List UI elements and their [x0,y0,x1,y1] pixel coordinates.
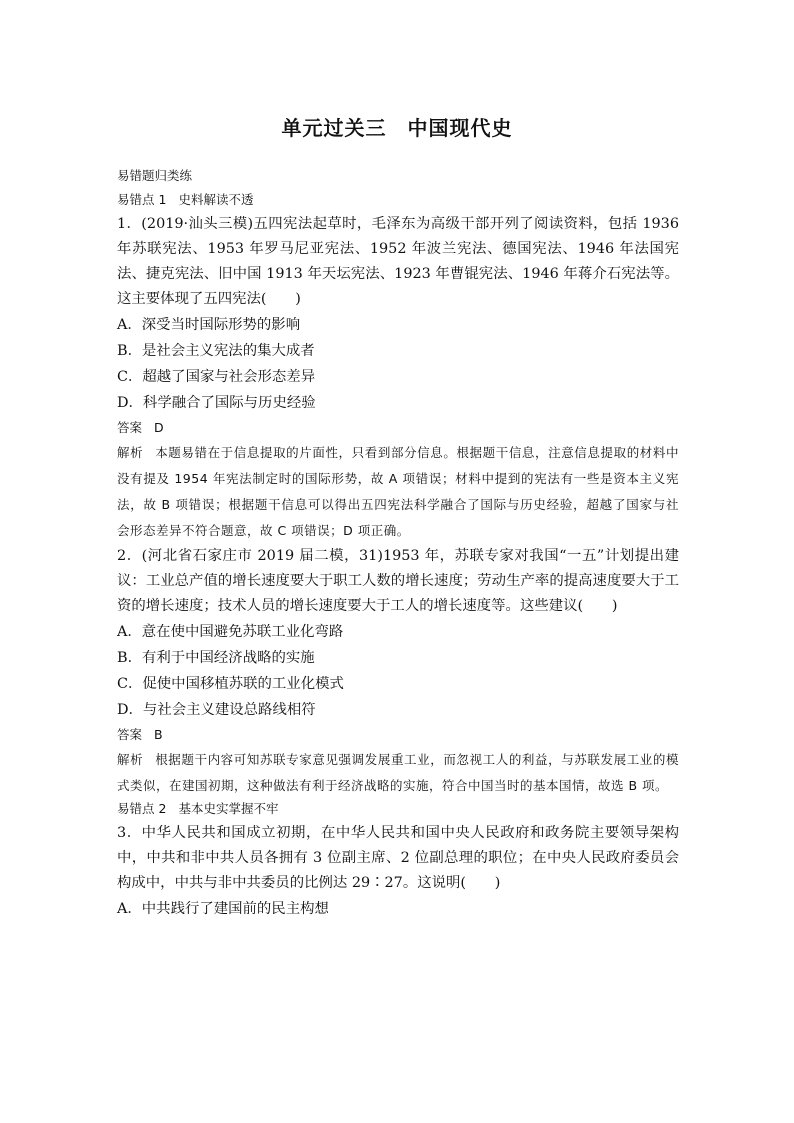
page-title: 单元过关三 中国现代史 [281,116,513,140]
answer-value: B [154,727,163,742]
error-point-heading [117,801,679,817]
option-a: A．意在使中国避免苏联工业化弯路 [117,624,344,640]
answer-line [117,416,679,440]
answer-value: D [154,420,164,435]
error-point-text: 史料解读不透 [178,192,254,207]
question-stem: 2．(河北省石家庄市 2019 届二模，31)1953 年，苏联专家对我国“一五”计划提出建议：工业总产值的增长速度要大于职工人数的增长速度；劳动生产率的提高速度要大于工资的增长速度；技术人员的增长速度要大于工人的增长速度等。这些建议( ) [117,548,679,614]
error-point-heading [117,192,679,208]
error-point-text: 基本史实掌握不牢 [178,801,279,816]
answer-label: 答案 [117,420,143,435]
question-stem: 3．中华人民共和国成立初期，在中华人民共和国中央人民政府和政务院主要领导架构中，中共和非中共人员各拥有 3 位副主席、2 位副总理的职位；在中央人民政府委员会构成中，中共与非中共委员的比例达 29∶27。这说明( ) [117,825,679,891]
explanation-label: 解析 [117,752,144,767]
section-heading: 易错题归类练 [117,168,193,183]
option-c: C．促使中国移植苏联的工业化模式 [117,676,344,692]
explanation [117,747,679,799]
option-d: D．科学融合了国际与历史经验 [117,395,316,411]
explanation-label: 解析 [117,445,144,460]
error-point-label: 易错点 2 [117,801,167,816]
question-block [117,544,679,799]
explanation [117,440,679,544]
option-c: C．超越了国家与社会形态差异 [117,369,316,385]
error-point-label: 易错点 1 [117,192,167,207]
option-a: A．中共践行了建国前的民主构想 [117,901,329,917]
question-block [117,821,679,922]
answer-line [117,723,679,747]
answer-label: 答案 [117,727,143,742]
explanation-text: 本题易错在于信息提取的片面性，只看到部分信息。根据题干信息，注意信息提取的材料中没有提及 1954 年宪法制定时的国际形势，故 A 项错误；材料中提到的宪法有一些是资本主义宪法，故 B 项错误；根据题干信息可以得出五四宪法科学融合了国际与历史经验，超越了国家与社会形态差异不符合题意，故 C 项错误；D 项正确。 [117,445,679,538]
option-d: D．与社会主义建设总路线相符 [117,702,316,718]
option-b: B．有利于中国经济战略的实施 [117,650,315,666]
option-a: A．深受当时国际形势的影响 [117,317,301,333]
document-body [117,168,679,922]
option-b: B．是社会主义宪法的集大成者 [117,343,315,359]
question-stem: 1．(2019·汕头三模)五四宪法起草时，毛泽东为高级干部开列了阅读资料，包括 1936 年苏联宪法、1953 年罗马尼亚宪法、1952 年波兰宪法、德国宪法、1946 年法国宪法、捷克宪法、旧中国 1913 年天坛宪法、1923 年曹锟宪法、1946 年蒋介石宪法等。这主要体现了五四宪法( ) [117,216,679,307]
question-block [117,212,679,544]
explanation-text: 根据题干内容可知苏联专家意见强调发展重工业，而忽视工人的利益，与苏联发展工业的模式类似，在建国初期，这种做法有利于经济战略的实施，符合中国当时的基本国情，故选 B 项。 [117,752,679,793]
